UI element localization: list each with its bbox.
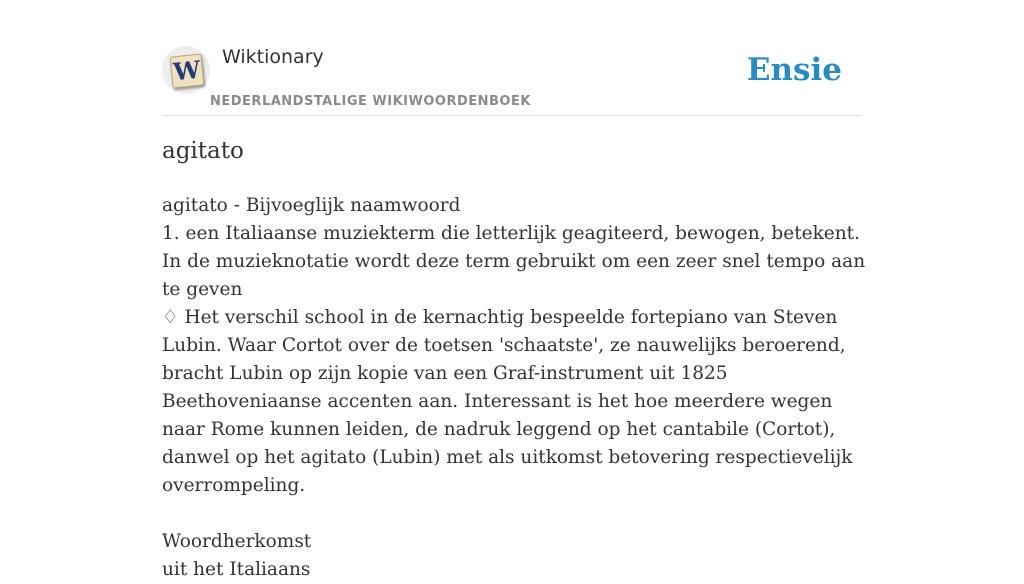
site-header — [162, 40, 862, 116]
wiktionary-logo-icon[interactable] — [162, 46, 210, 94]
logo-tile: W — [169, 53, 204, 88]
site-name[interactable]: Wiktionary — [222, 46, 324, 68]
site-subtitle: NEDERLANDSTALIGE WIKIWOORDENBOEK — [210, 94, 531, 109]
page-title: agitato — [162, 138, 244, 164]
etymology-text: uit het Italiaans — [162, 559, 311, 580]
etymology-heading: Woordherkomst — [162, 531, 312, 552]
spacer — [162, 500, 866, 528]
entry-heading-line: agitato - Bijvoeglijk naamwoord — [162, 195, 461, 216]
entry-example: ♢ Het verschil school in de kernachtig bespeelde fortepiano van Steven Lubin. Waar Cortot over de toetsen 'schaatste', ze nauwelijks beroerend, bracht Lubin op zijn kopie van een Graf-instrument uit 1825 Beethoveniaanse accenten aan. Interessant is het hoe meerdere wegen naar Rome kunnen leiden, de nadruk leggend op het cantabile (Cortot), danwel op het agitato (Lubin) met als uitkomst betovering respectievelijk overrompeling. — [162, 307, 853, 496]
ensie-brand-link[interactable]: Ensie — [746, 52, 842, 88]
entry-definition: 1. een Italiaanse muziekterm die letterlijk geagiteerd, bewogen, betekent. In de muzieknotatie wordt deze term gebruikt om een zeer snel tempo aan te geven — [162, 223, 866, 300]
entry-content — [162, 192, 866, 584]
